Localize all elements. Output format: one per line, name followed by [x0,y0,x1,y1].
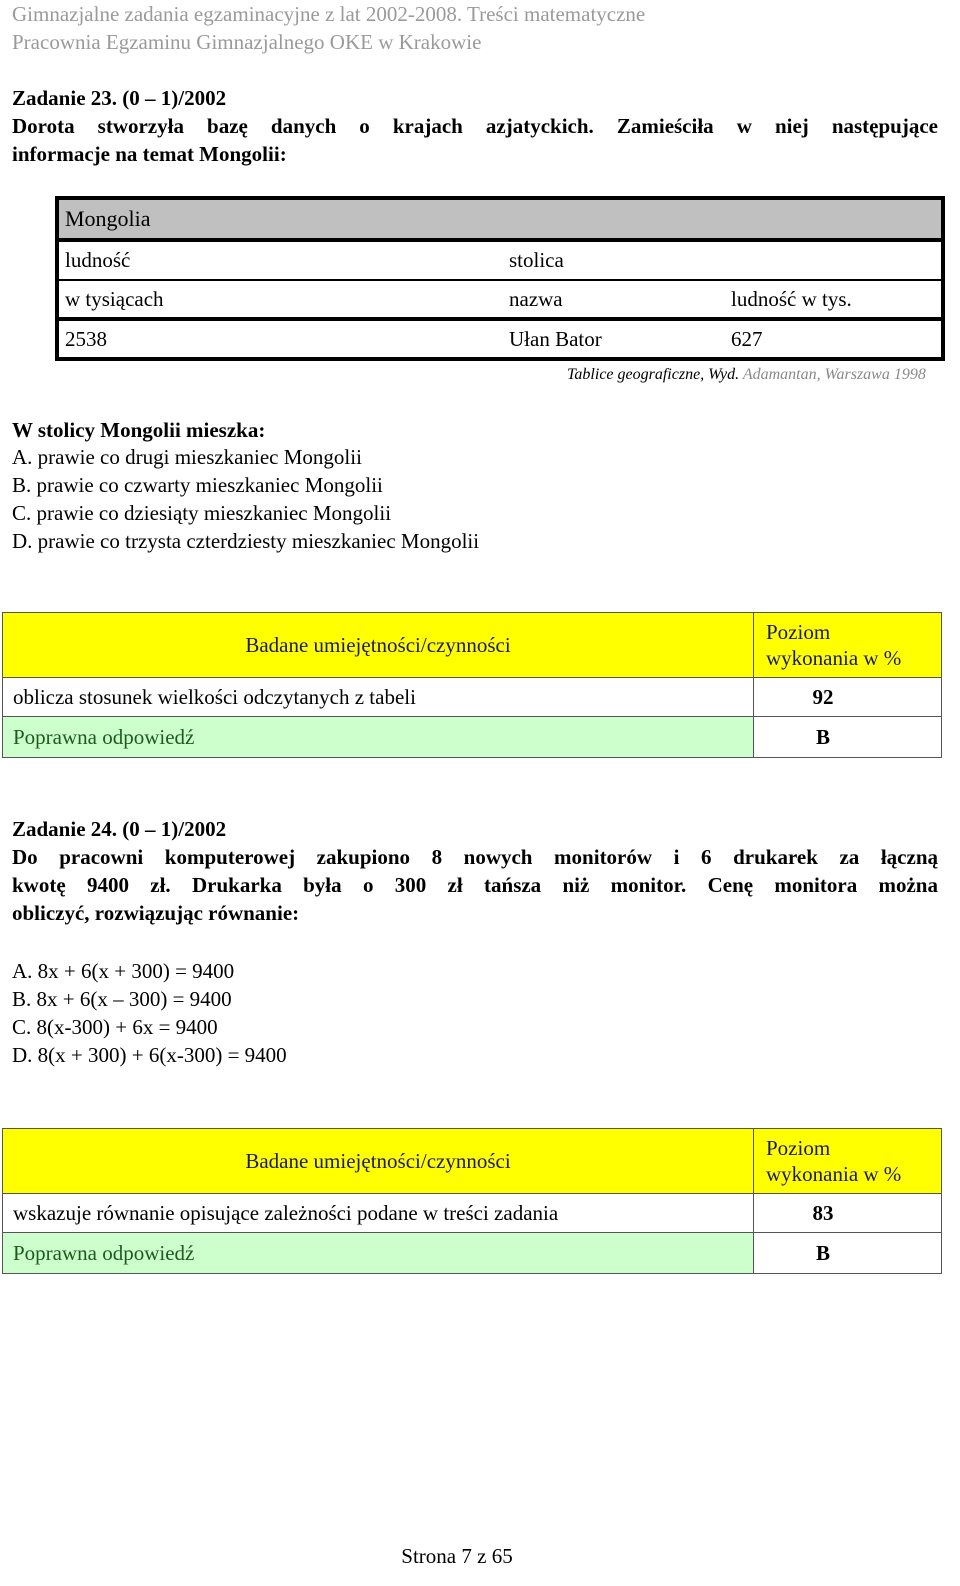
skills-table-23 [2,612,942,758]
page-number: Strona 7 z 65 [401,1544,513,1568]
table-cell: 2538 [59,321,499,357]
answer-option: A. 8x + 6(x + 300) = 9400 [12,959,235,983]
table-source [567,366,926,384]
correct-answer-row [3,717,941,757]
skill-level: 83 [812,1200,834,1225]
table-cell: 627 [725,321,941,357]
skills-header-label: Badane umiejętności/czynności [245,632,511,657]
skills-header-level: Poziom wykonania w % [766,620,902,670]
skill-text: oblicza stosunek wielkości odczytanych z tabeli [13,684,416,709]
skill-row [3,678,941,716]
table-cell: Ułan Bator [503,321,722,357]
mongolia-header-cell: Mongolia [59,200,941,238]
table-cell: nazwa [503,281,722,317]
table-cell: w tysiącach [59,281,499,317]
task24-title: Zadanie 24. (0 – 1)/2002 [12,817,227,841]
task23-title: Zadanie 23. (0 – 1)/2002 [12,86,227,110]
mongolia-table [55,196,945,361]
answer-option: A. prawie co drugi mieszkaniec Mongolii [12,445,362,469]
table-row [59,321,941,357]
skills-table-24 [2,1128,942,1274]
task23-question: W stolicy Mongolii mieszka: [12,418,266,442]
skill-level: 92 [812,684,834,709]
skills-header-row [3,613,941,677]
answer-option: B. prawie co czwarty mieszkaniec Mongolii [12,473,383,497]
task23-intro-line1: Dorota stworzyła bazę danych o krajach azjatyckich. Zamieściła w niej następujące [12,114,938,138]
answer-option: B. 8x + 6(x – 300) = 9400 [12,987,232,1011]
task23-intro-line2: informacje na temat Mongolii: [12,142,287,166]
answer-option: D. prawie co trzysta czterdziesty mieszkaniec Mongolii [12,529,480,553]
source-part-b: Adamantan, Warszawa 1998 [739,366,926,383]
table-cell: ludność [59,242,499,279]
skills-header-row [3,1129,941,1193]
correct-answer-value: B [815,724,830,749]
table-row [59,242,941,279]
header-subtitle: Pracownia Egzaminu Gimnazjalnego OKE w Krakowie [12,30,482,54]
skills-header-level: Poziom wykonania w % [766,1136,902,1186]
skills-header-label: Badane umiejętności/czynności [245,1148,511,1173]
skill-text: wskazuje równanie opisujące zależności podane w treści zadania [13,1200,559,1225]
table-row [59,281,941,317]
task24-text-line1: Do pracowni komputerowej zakupiono 8 nowych monitorów i 6 drukarek za łączną [12,845,938,869]
correct-answer-label: Poprawna odpowiedź [3,717,753,757]
table-cell: stolica [503,242,941,279]
header-title: Gimnazjalne zadania egzaminacyjne z lat 2002-2008. Treści matematyczne [12,2,646,26]
task24-text-line2: kwotę 9400 zł. Drukarka była o 300 zł tańsza niż monitor. Cenę monitora można [12,873,938,897]
skill-row [3,1194,941,1232]
answer-option: D. 8(x + 300) + 6(x-300) = 9400 [12,1043,287,1067]
task24-text-line3: obliczyć, rozwiązując równanie: [12,901,300,925]
correct-answer-row [3,1233,941,1273]
correct-answer-label: Poprawna odpowiedź [3,1233,753,1273]
answer-option: C. 8(x-300) + 6x = 9400 [12,1015,218,1039]
mongolia-table-header [59,200,941,238]
correct-answer-value: B [815,1240,830,1265]
answer-option: C. prawie co dziesiąty mieszkaniec Mongolii [12,501,392,525]
table-cell: ludność w tys. [725,281,941,317]
source-part-a: Tablice geograficzne, Wyd. [567,366,740,383]
